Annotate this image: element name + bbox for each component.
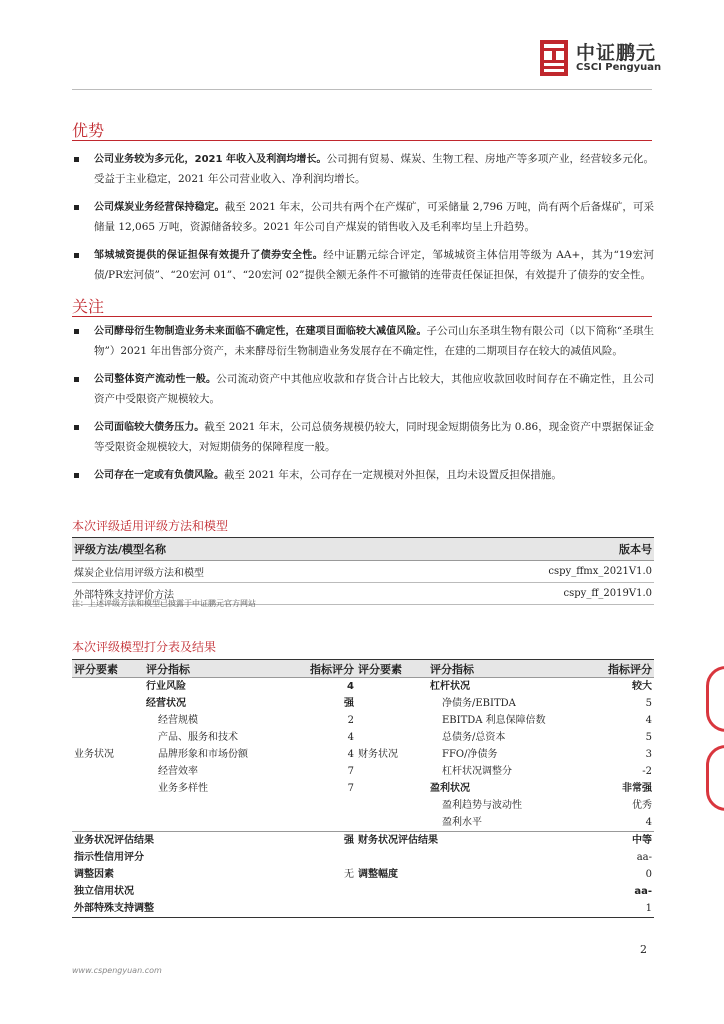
- method-name: 外部特殊支持评价方法: [72, 583, 395, 605]
- business-result-value: 强: [294, 832, 356, 850]
- indicator: 盈利状况: [430, 783, 470, 794]
- indicative-score-value: aa-: [636, 852, 652, 863]
- concern-lead: 公司面临较大债务压力。: [94, 422, 205, 433]
- external-support-value: 1: [588, 900, 654, 918]
- strength-lead: 公司煤炭业务经营保持稳定。: [94, 202, 225, 213]
- indicator: FFO/净债务: [442, 749, 498, 760]
- score: [294, 797, 356, 814]
- concern-lead: 公司整体资产流动性一般。: [94, 374, 217, 385]
- method-version: cspy_ffmx_2021V1.0: [395, 561, 654, 583]
- score: 7: [347, 783, 354, 794]
- logo-mark-icon: [540, 40, 568, 76]
- method-name: 煤炭企业信用评级方法和模型: [72, 561, 395, 583]
- indicator: [144, 814, 294, 832]
- concern-item: [72, 370, 654, 409]
- strength-item: [72, 246, 654, 285]
- table-row: [72, 900, 654, 918]
- indicator: 产品、服务和技术: [158, 732, 238, 743]
- indicator: 经营效率: [158, 766, 198, 777]
- concern-text: 子公司山东圣琪生物有限公司（以下简称“圣琪生物”）2021 年出售部分资产，未来酵母衍生物制造业务发展存在不确定性，在建的二期项目存在较大的减值风险。: [94, 325, 655, 357]
- strength-item: [72, 150, 654, 189]
- bullet-square-icon: [74, 329, 79, 334]
- methods-col-name: 评级方法/模型名称: [72, 538, 395, 561]
- independent-credit-value: aa-: [634, 886, 652, 897]
- independent-credit-label: 独立信用状况: [74, 886, 134, 897]
- col-indicator: 评分指标: [428, 660, 588, 678]
- score: 强: [344, 698, 354, 709]
- indicator: 杠杆状况调整分: [442, 766, 512, 777]
- score: 优秀: [632, 800, 652, 811]
- methods-note: 注：上述评级方法和模型已披露于中证鹏元官方网站: [72, 599, 256, 608]
- score: 5: [645, 732, 652, 743]
- seal-stamp-icon: [706, 666, 724, 732]
- indicator: 盈利水平: [442, 817, 482, 828]
- financial-result-label: 财务状况评估结果: [356, 832, 588, 850]
- left-category: 业务状况: [74, 749, 114, 760]
- strength-text: 截至 2021 年末，公司共有两个在产煤矿，可采储量 2,796 万吨，尚有两个后备煤矿，可采储量 12,065 万吨，资源储备较多。2021 年公司自产煤炭的销售收入及毛利率均呈上升趋势。: [94, 201, 654, 233]
- indicator: 盈利趋势与波动性: [442, 800, 522, 811]
- score: 非常强: [622, 783, 652, 794]
- adjust-factor-value: 无: [344, 869, 354, 880]
- indicator: 经营规模: [158, 715, 198, 726]
- strength-lead: 邹城城资提供的保证担保有效提升了债券安全性。: [94, 250, 324, 261]
- concern-item: [72, 418, 654, 457]
- concern-text: 截至 2021 年末，公司存在一定规模对外担保，且均未设置反担保措施。: [224, 469, 562, 481]
- bullet-square-icon: [74, 473, 79, 478]
- score: 4: [645, 817, 652, 828]
- strength-text: 经中证鹏元综合评定，邹城城资主体信用等级为 AA+，其为“19宏河债/PR宏河债”、“20宏河 01”、“20宏河 02”提供全额无条件不可撤销的连带责任保证担保，有效提升了债券的安全性。: [94, 249, 655, 281]
- logo-chinese: 中证鹏元: [576, 42, 657, 64]
- right-category: 财务状况: [358, 749, 398, 760]
- score: 3: [645, 749, 652, 760]
- strengths-list: [72, 150, 654, 294]
- concerns-title: 关注: [72, 297, 105, 316]
- concern-lead: 公司存在一定或有负债风险。: [94, 470, 224, 481]
- table-row: [72, 561, 654, 583]
- score: 2: [347, 715, 354, 726]
- col-factor: 评分要素: [356, 660, 428, 678]
- method-version: cspy_ff_2019V1.0: [395, 583, 654, 605]
- score: 5: [645, 698, 652, 709]
- methods-col-version: 版本号: [395, 538, 654, 561]
- adjust-range-label: 调整幅度: [358, 869, 398, 880]
- table-row: [72, 849, 654, 866]
- header-divider: [72, 89, 652, 90]
- adjust-factor-label: 调整因素: [74, 869, 114, 880]
- strength-item: [72, 198, 654, 237]
- bullet-square-icon: [74, 377, 79, 382]
- col-factor: 评分要素: [72, 660, 144, 678]
- footer-url: www.cspengyuan.com: [72, 966, 162, 975]
- business-result-label: 业务状况评估结果: [72, 832, 294, 850]
- external-support-label: 外部特殊支持调整: [72, 900, 588, 918]
- concern-text: 公司流动资产中其他应收款和存货合计占比较大，其他应收款回收时间存在不确定性，且公司资产中受限资产规模较大。: [94, 373, 655, 405]
- bullet-square-icon: [74, 205, 79, 210]
- bullet-square-icon: [74, 253, 79, 258]
- adjust-range-value: 0: [645, 869, 652, 880]
- table-row: [72, 866, 654, 883]
- indicator: 总债务/总资本: [442, 732, 506, 743]
- score: 4: [347, 732, 354, 743]
- score: [294, 814, 356, 832]
- concern-item: [72, 322, 654, 361]
- concern-text: 截至 2021 年末，公司总债务规模仍较大，同时现金短期债务比为 0.86，现金资产中票据保证金等受限资金规模较大，对短期债务的保障程度一般。: [94, 421, 654, 453]
- concern-lead: 公司酵母衍生物制造业务未来面临不确定性，在建项目面临较大减值风险。: [94, 326, 427, 337]
- col-score: 指标评分: [294, 660, 356, 678]
- indicator: 净债务/EBITDA: [442, 698, 516, 709]
- col-indicator: 评分指标: [144, 660, 294, 678]
- scores-table: [72, 659, 654, 918]
- scores-title: 本次评级模型打分表及结果: [72, 640, 217, 654]
- score: 7: [347, 766, 354, 777]
- score: 4: [645, 715, 652, 726]
- bullet-square-icon: [74, 425, 79, 430]
- table-row: [72, 678, 654, 696]
- col-score: 指标评分: [588, 660, 654, 678]
- indicator: 杠杆状况: [430, 681, 470, 692]
- score: 4: [347, 749, 354, 760]
- score: 较大: [632, 681, 652, 692]
- strengths-title: 优势: [72, 121, 105, 140]
- logo-english: CSCI Pengyuan: [576, 62, 662, 73]
- table-row: [72, 883, 654, 900]
- concerns-list: [72, 322, 654, 495]
- indicator: 行业风险: [146, 681, 186, 692]
- table-row: [72, 832, 654, 850]
- concerns-divider: [72, 316, 652, 317]
- strengths-divider: [72, 140, 652, 141]
- indicator: 经营状况: [146, 698, 186, 709]
- seal-stamp-icon: [706, 745, 724, 811]
- bullet-square-icon: [74, 157, 79, 162]
- indicator: 业务多样性: [158, 783, 208, 794]
- indicator: [144, 797, 294, 814]
- score: -2: [642, 766, 652, 777]
- strength-text: 公司拥有贸易、煤炭、生物工程、房地产等多项产业，经营较多元化。受益于主业稳定，2021 年公司营业收入、净利润均增长。: [94, 153, 654, 185]
- concern-item: [72, 466, 654, 486]
- methods-title: 本次评级适用评级方法和模型: [72, 519, 229, 533]
- methods-table: [72, 537, 654, 605]
- indicator: 品牌形象和市场份额: [158, 749, 248, 760]
- score: 4: [347, 681, 354, 692]
- page-number: 2: [640, 943, 647, 956]
- indicative-score-label: 指示性信用评分: [74, 852, 144, 863]
- financial-result-value: 中等: [588, 832, 654, 850]
- indicator: EBITDA 利息保障倍数: [442, 715, 546, 726]
- strength-lead: 公司业务较为多元化，2021 年收入及利润均增长。: [94, 154, 327, 165]
